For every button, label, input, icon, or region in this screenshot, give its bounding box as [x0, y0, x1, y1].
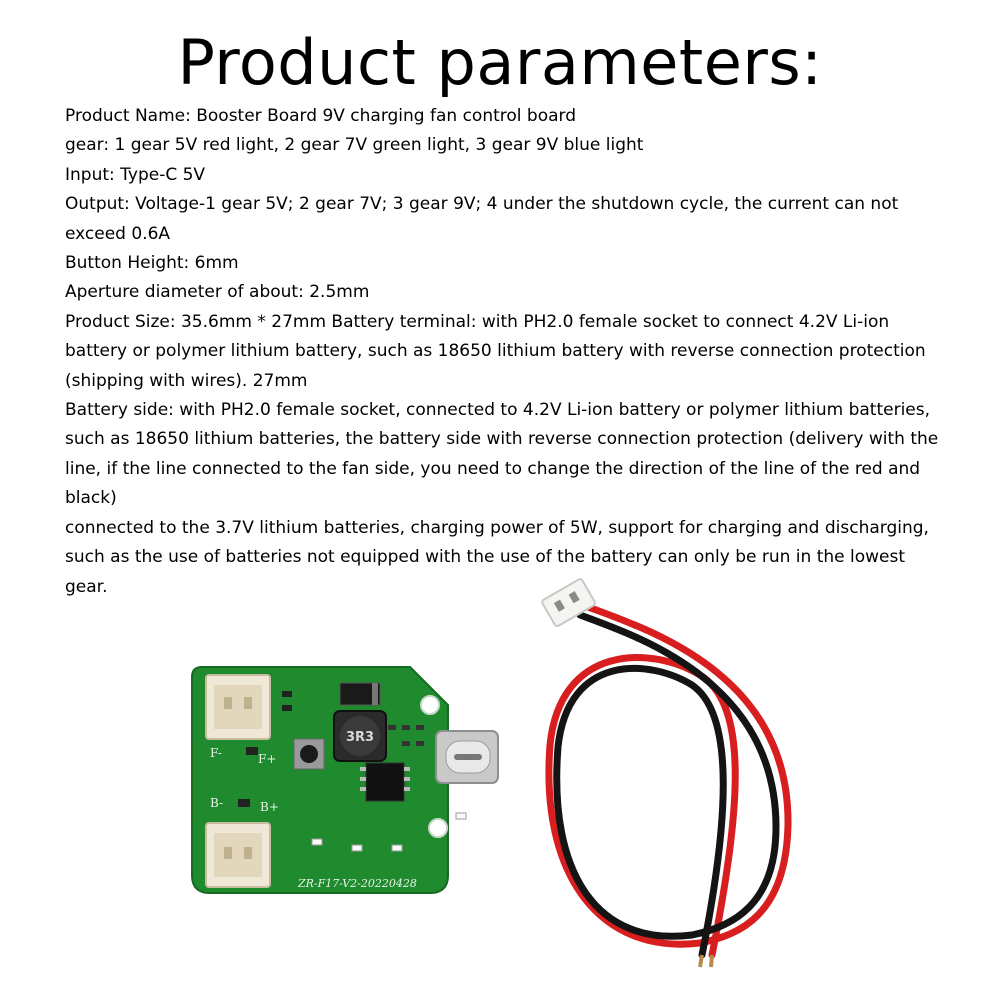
param-input: Input: Type-C 5V [65, 164, 206, 185]
wire-harness [541, 578, 788, 967]
param-battery-side: Battery side: with PH2.0 female socket, connected to 4.2V Li-ion battery or polymer lithium batteries, such as 18650 lithium batteries, the battery side with reverse connection protection (delivery with the line, if the line connected to the fan side, you need to change the direction of the line of the red and black) [65, 400, 939, 509]
param-gear: gear: 1 gear 5V red light, 2 gear 7V green light, 3 gear 9V blue light [65, 135, 644, 156]
pcb-board [192, 667, 498, 893]
param-product-size: Product Size: 35.6mm * 27mm Battery terminal: with PH2.0 female socket to connect 4.2V Li-ion battery or polymer lithium battery, such as 18650 lithium battery with reverse connection protection (shipping with wires). 27mm [65, 311, 926, 391]
pin-label-f-plus: F+ [258, 752, 277, 766]
inductor [334, 711, 386, 761]
battery-connector [206, 823, 270, 887]
fan-connector [206, 675, 270, 739]
product-photo [180, 575, 800, 975]
mount-hole-icon [421, 696, 439, 714]
inductor-label: 3R3 [346, 730, 375, 745]
param-product-name: Product Name: Booster Board 9V charging fan control board [65, 106, 577, 126]
page-title: Product parameters: [177, 26, 823, 99]
pin-label-f-minus: F- [210, 746, 222, 760]
pin-label-b-plus: B+ [260, 800, 279, 814]
pin-label-b-minus: B- [210, 796, 224, 810]
param-output: Output: Voltage-1 gear 5V; 2 gear 7V; 3 gear 9V; 4 under the shutdown cycle, the current can not exceed 0.6A [65, 194, 899, 244]
board-model-label: ZR-F17-V2-20220428 [298, 877, 417, 890]
ic-chip [360, 763, 410, 801]
param-battery-note: connected to the 3.7V lithium batteries, charging power of 5W, support for charging and discharging, such as the use of batteries not equipped with the use of the battery can only be run in the lowest gear. [65, 517, 929, 597]
mount-hole-icon [429, 819, 447, 837]
param-aperture: Aperture diameter of about: 2.5mm [65, 282, 370, 303]
usb-c-port-icon [436, 731, 498, 783]
param-button-height: Button Height: 6mm [65, 253, 239, 274]
parameter-list [65, 102, 945, 602]
push-button [294, 739, 324, 769]
